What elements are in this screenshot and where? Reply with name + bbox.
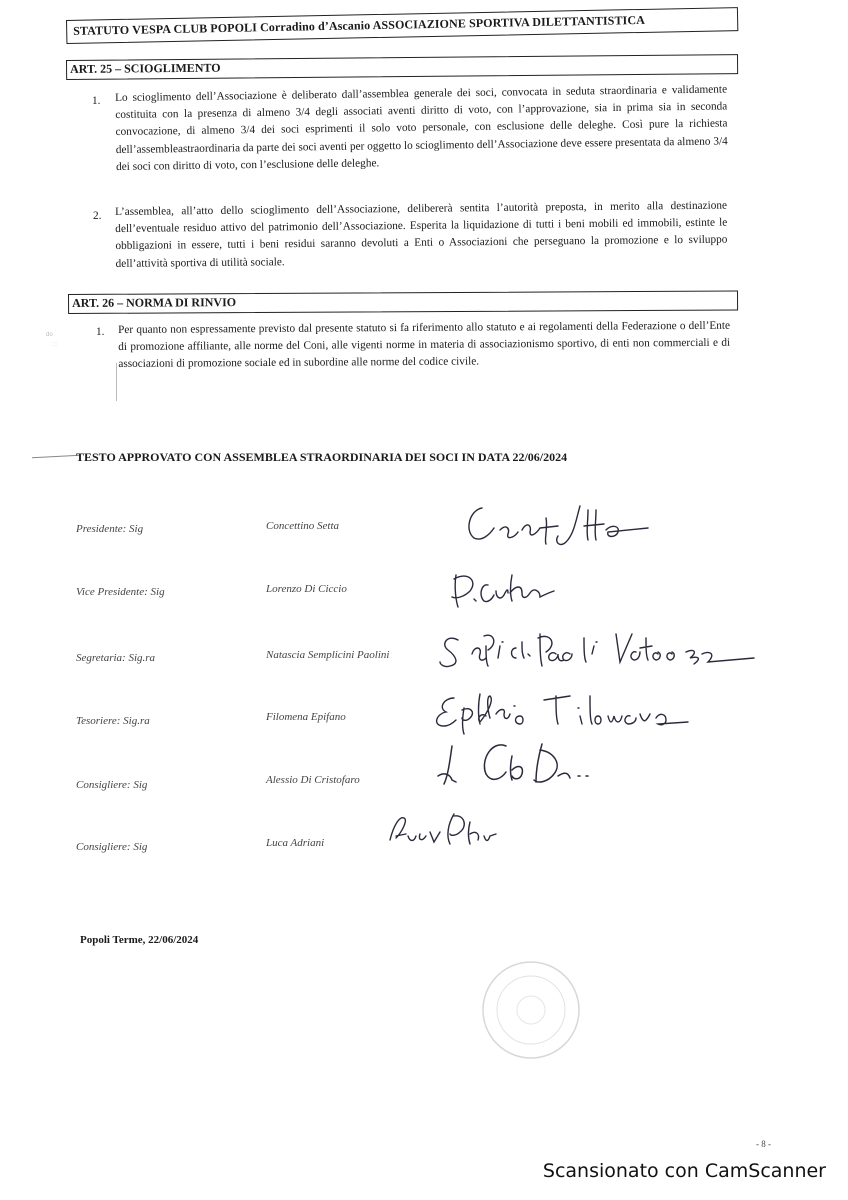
statute-title: STATUTO VESPA CLUB POPOLI Corradino d’Ascanio ASSOCIAZIONE SPORTIVA DILETTANTISTICA <box>73 12 646 38</box>
article-26-header <box>68 290 738 314</box>
approval-dash <box>32 455 80 459</box>
signatory-name-6: Luca Adriani <box>266 837 325 849</box>
article-25-item-2-text: L’assemblea, all’atto dello scioglimento dell’Associazione, delibererà sentita l’autorità preposta, in merito alla destinazione dell’eventuale residuo attivo del patrimonio dell’Associazione. Esperita la liquidazione di tutti i beni mobili ed immobili, estinte le obbligazioni in essere, tutti i beni residui saranno devoluti a Enti o Associazioni che perseguano la promozione e lo sviluppo dell’attività sportiva di utilità sociale. <box>115 199 728 270</box>
signature-3 <box>436 624 756 674</box>
article-25-title: ART. 25 – SCIOGLIMENTO <box>70 60 221 76</box>
article-26-item-1-number: 1. <box>96 326 105 338</box>
article-25-header <box>66 54 738 80</box>
signature-6 <box>384 806 514 856</box>
place-date: Popoli Terme, 22/06/2024 <box>80 934 199 946</box>
signatory-name-3: Natascia Semplicini Paolini <box>266 649 390 661</box>
margin-line <box>116 363 117 401</box>
margin-stamp-mark <box>44 326 74 366</box>
approval-statement: TESTO APPROVATO CON ASSEMBLEA STRAORDINARIA DEI SOCI IN DATA 22/06/2024 <box>76 450 568 464</box>
signature-2 <box>448 565 608 615</box>
signatory-name-5: Alessio Di Cristofaro <box>266 774 360 786</box>
article-25-item-1-text: Lo scioglimento dell’Associazione è deliberato dall’assemblea generale dei soci, convocata in seduta straordinaria e validamente costituita con la presenza di almeno 3/4 degli associati aventi diritto di voto, con l’approvazione, sia in prima sia in seconda convocazione, di almeno 3/4 dei soci esprimenti il solo voto personale, con esclusione delle deleghe. Così pure la richiesta dell’assembleastraordinaria da parte dei soci aventi per oggetto lo scioglimento dell’Associazione deve essere presentata da almeno 3/4 dei soci con diritto di voto, con l’esclusione delle deleghe. <box>115 83 728 173</box>
signatory-role-3: Segretaria: Sig.ra <box>76 652 156 664</box>
signatory-name-1: Concettino Setta <box>266 520 340 532</box>
signatory-role-6: Consigliere: Sig <box>76 841 148 853</box>
signature-1 <box>460 500 670 550</box>
camscanner-watermark: Scansionato con CamScanner <box>542 1160 826 1182</box>
signature-4 <box>434 686 704 736</box>
article-25-item-1-number: 1. <box>92 95 101 107</box>
article-25-item-2-number: 2. <box>93 210 102 222</box>
signatory-name-4: Filomena Epifano <box>266 711 346 723</box>
svg-text:do: do <box>46 332 53 338</box>
article-26-item-1-text: Per quanto non espressamente previsto dal presente statuto si fa riferimento allo statuto e ai regolamenti della Federazione o dell’Ente di promozione affiliante, alle norme del Coni, alle vigenti norme in materia di associazionismo sportivo, di enti non commerciali e di associazioni di promozione sociale ed in subordine alle norme del codice civile. <box>118 319 731 371</box>
signature-5 <box>434 736 604 796</box>
signatory-role-4: Tesoriere: Sig.ra <box>76 715 150 727</box>
signatory-role-5: Consigliere: Sig <box>76 779 148 791</box>
page-number: - 8 - <box>756 1139 771 1149</box>
article-25-item-1 <box>115 81 728 176</box>
association-stamp <box>476 955 586 1065</box>
article-25-item-2 <box>115 198 728 273</box>
signatory-name-2: Lorenzo Di Ciccio <box>266 583 347 595</box>
article-26-item-1 <box>118 318 730 374</box>
article-26-title: ART. 26 – NORMA DI RINVIO <box>72 295 237 310</box>
signatory-role-1: Presidente: Sig <box>76 523 144 535</box>
svg-text::::: ::: <box>52 342 58 348</box>
signatory-role-2: Vice Presidente: Sig <box>76 586 165 598</box>
statute-header <box>66 7 738 44</box>
